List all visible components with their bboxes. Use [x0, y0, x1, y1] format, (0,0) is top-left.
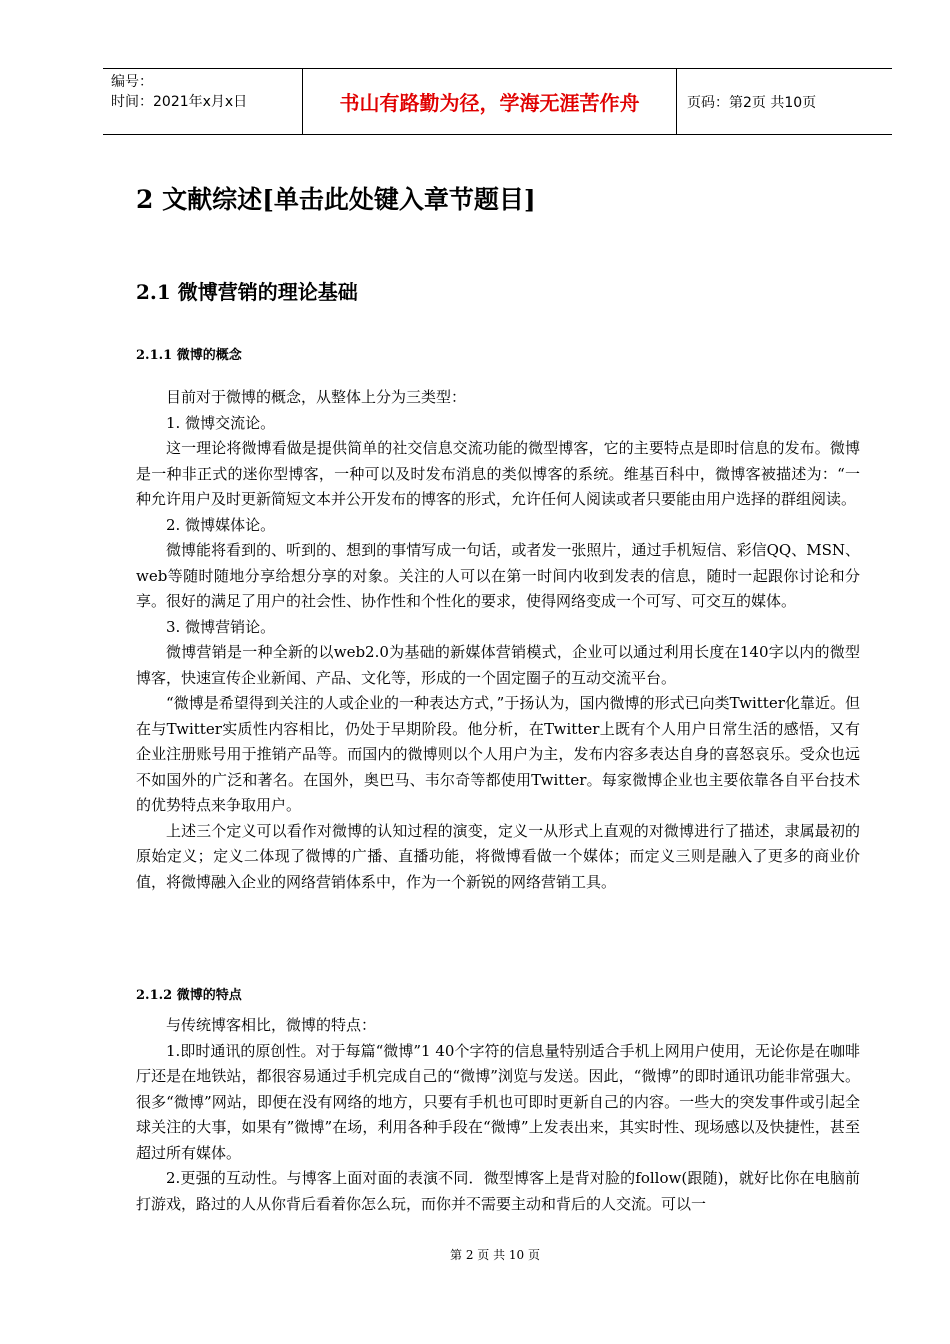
paragraph: 微博能将看到的、听到的、想到的事情写成一句话，或者发一张照片，通过手机短信、彩信QQ、MSN、web等随时随地分享给想分享的对象。关注的人可以在第一时间内收到发表的信息，随时一起跟你讨论和分享。很好的满足了用户的社会性、协作性和个性化的要求，使得网络变成一个可写、可交互的媒体。 — [136, 541, 860, 610]
paragraph: 3. 微博营销论。 — [166, 617, 276, 636]
header-meta — [103, 69, 303, 134]
page-footer: 第 2 页 共 10 页 — [450, 1248, 540, 1262]
time-label: 时间：2021年x月x日 — [111, 94, 248, 110]
paragraph: 上述三个定义可以看作对微博的认知过程的演变，定义一从形式上直观的对微博进行了描述，隶属最初的原始定义；定义二体现了微博的广播、直播功能，将微博看做一个媒体；而定义三则是融入了更多的商业价值，将微博融入企业的网络营销体系中，作为一个新锐的网络营销工具。 — [136, 821, 860, 891]
paragraph: 1. 微博交流论。 — [166, 413, 276, 432]
paragraph: 与传统博客相比，微博的特点： — [166, 1016, 377, 1034]
subsection-body-features — [136, 1013, 860, 1217]
paragraph: 2. 微博媒体论。 — [166, 515, 276, 534]
number-label: 编号： — [111, 74, 153, 90]
header-page-info: 页码：第2页 共10页 — [687, 94, 817, 111]
subsection-title-features: 2.1.2 微博的特点 — [136, 988, 242, 1003]
document-body — [136, 180, 860, 1213]
subsection-body-concept — [136, 385, 860, 895]
paragraph: 2.更强的互动性。与博客上面对面的表演不同．微型博客上是背对脸的follow(跟随)，就好比你在电脑前打游戏，路过的人从你背后看着你怎么玩，而你并不需要主动和背后的人交流。可以一 — [136, 1169, 860, 1213]
paragraph: 目前对于微博的概念，从整体上分为三类型： — [166, 388, 467, 406]
page-header — [103, 68, 892, 135]
paragraph: 微博营销是一种全新的以web2.0为基础的新媒体营销模式，企业可以通过利用长度在140字以内的微型博客，快速宣传企业新闻、产品、文化等，形成的一个固定圈子的互动交流平台。 — [136, 643, 860, 687]
section-title: 2.1 微博营销的理论基础 — [136, 280, 358, 304]
paragraph: 这一理论将微博看做是提供简单的社交信息交流功能的微型博客，它的主要特点是即时信息的发布。微博是一种非正式的迷你型博客，一种可以及时发布消息的类似博客的系统。维基百科中，微博客被描述为：“一种允许用户及时更新简短文本并公开发布的博客的形式，允许任何人阅读或者只要能由用户选择的群组阅读。 — [136, 439, 860, 508]
paragraph: 1.即时通讯的原创性。对于每篇“微博”1 40个字符的信息量特别适合手机上网用户使用，无论你是在咖啡厅还是在地铁站，都很容易通过手机完成自己的“微博”浏览与发送。因此，“微博”的即时通讯功能非常强大。很多“微博”网站，即便在没有网络的地方，只要有手机也可即时更新自己的内容。一些大的突发事件或引起全球关注的大事，如果有”微博”在场，利用各种手段在“微博”上发表出来，其实时性、现场感以及快捷性，甚至超过所有媒体。 — [136, 1041, 860, 1162]
chapter-title: 2 文献综述[单击此处键入章节题目] — [136, 185, 536, 214]
paragraph: “微博是希望得到关注的人或企业的一种表达方式，”于扬认为，国内微博的形式已向类Twitter化靠近。但在与Twitter实质性内容相比，仍处于早期阶段。他分析，在Twitter上既有个人用户日常生活的感悟，又有企业注册账号用于推销产品等。而国内的微博则以个人用户为主，发布内容多表达自身的喜怒哀乐。受众也远不如国外的广泛和著名。在国外，奥巴马、韦尔奇等都使用Twitter。每家微博企业也主要依靠各自平台技术的优势特点来争取用户。 — [136, 694, 860, 814]
header-motto: 书山有路勤为径，学海无涯苦作舟 — [303, 69, 677, 134]
subsection-title-concept: 2.1.1 微博的概念 — [136, 348, 242, 363]
